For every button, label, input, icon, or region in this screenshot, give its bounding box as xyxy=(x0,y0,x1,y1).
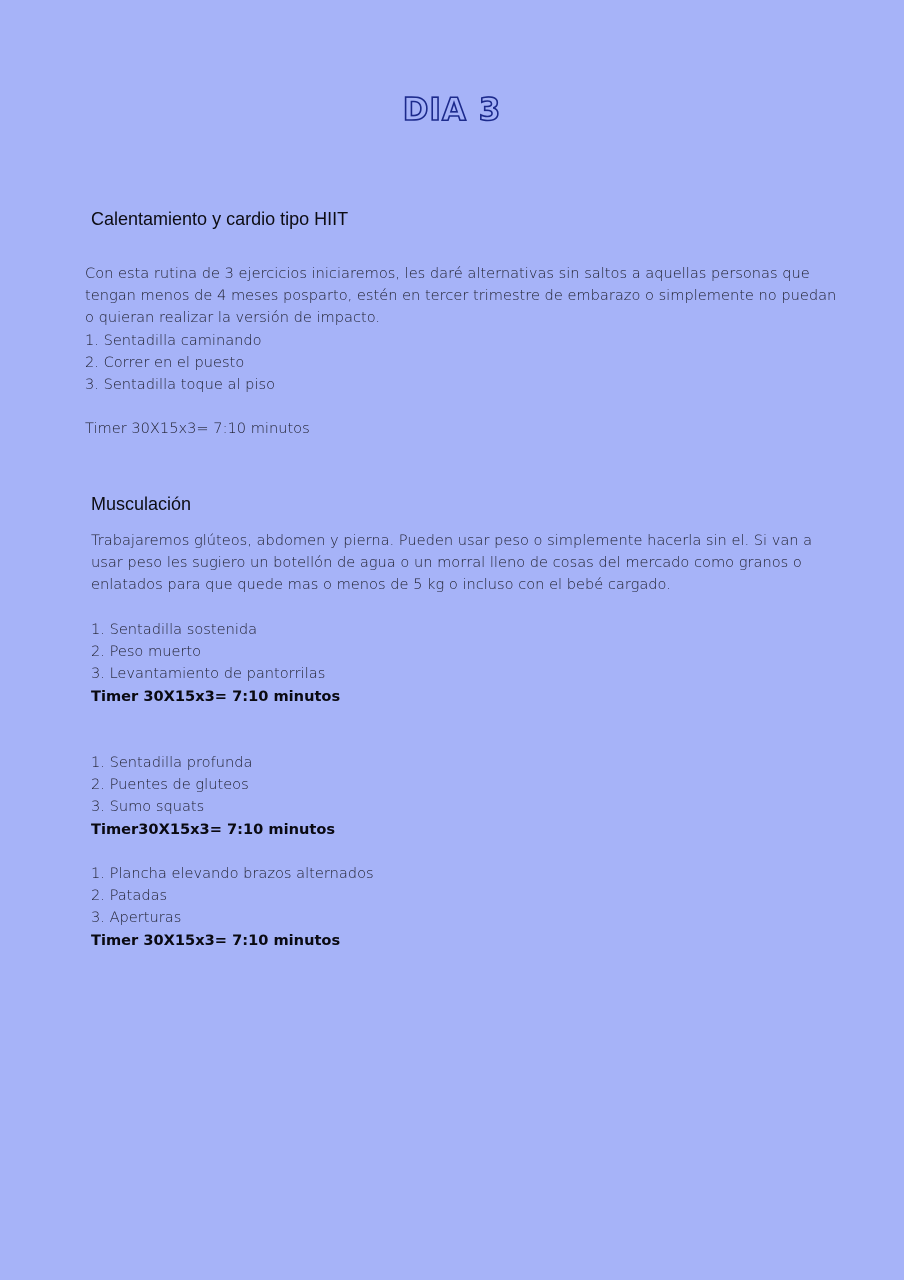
exercise-group-2 xyxy=(91,752,335,841)
warmup-exercise-item: 2. Correr en el puesto xyxy=(85,353,245,371)
exercise-item: 2. Peso muerto xyxy=(91,643,202,661)
group-timer: Timer 30X15x3= 7:10 minutos xyxy=(91,931,341,949)
exercise-item: 3. Levantamiento de pantorrilas xyxy=(91,665,326,683)
warmup-intro-line: Con esta rutina de 3 ejercicios iniciaremos, les daré alternativas sin saltos a aquellas personas que xyxy=(85,265,810,282)
section-heading-warmup: Calentamiento y cardio tipo HIIT xyxy=(91,209,349,229)
exercise-group-3 xyxy=(91,863,374,952)
warmup-exercise-item: 1. Sentadilla caminando xyxy=(85,331,262,349)
warmup-intro-line: tengan menos de 4 meses posparto, estén en tercer trimestre de embarazo o simplemente no puedan xyxy=(85,287,837,305)
strength-intro-line: enlatados para que quede mas o menos de 5 kg o incluso con el bebé cargado. xyxy=(91,576,671,594)
exercise-item: 3. Aperturas xyxy=(91,909,182,927)
strength-intro-line: Trabajaremos glúteos, abdomen y pierna. Pueden usar peso o simplemente hacerla sin el. Si van a xyxy=(91,532,813,549)
exercise-item: 2. Patadas xyxy=(91,887,168,905)
group-timer: Timer 30X15x3= 7:10 minutos xyxy=(91,687,341,705)
exercise-group-1 xyxy=(91,619,340,708)
warmup-body xyxy=(85,263,836,441)
exercise-item: 1. Sentadilla profunda xyxy=(91,754,253,771)
warmup-exercise-item: 3. Sentadilla toque al piso xyxy=(85,376,275,394)
strength-intro xyxy=(91,530,812,597)
page-title: DIA 3 xyxy=(402,92,502,128)
warmup-intro-line: o quieran realizar la versión de impacto. xyxy=(85,309,381,327)
exercise-item: 1. Sentadilla sostenida xyxy=(91,621,258,638)
strength-intro-line: usar peso les sugiero un botellón de agua o un morral lleno de cosas del mercado como granos o xyxy=(91,554,802,572)
warmup-timer: Timer 30X15x3= 7:10 minutos xyxy=(85,420,310,438)
exercise-item: 3. Sumo squats xyxy=(91,798,205,816)
exercise-item: 1. Plancha elevando brazos alternados xyxy=(91,865,374,882)
group-timer: Timer30X15x3= 7:10 minutos xyxy=(91,820,336,838)
exercise-item: 2. Puentes de gluteos xyxy=(91,776,249,794)
section-heading-strength: Musculación xyxy=(91,494,192,514)
